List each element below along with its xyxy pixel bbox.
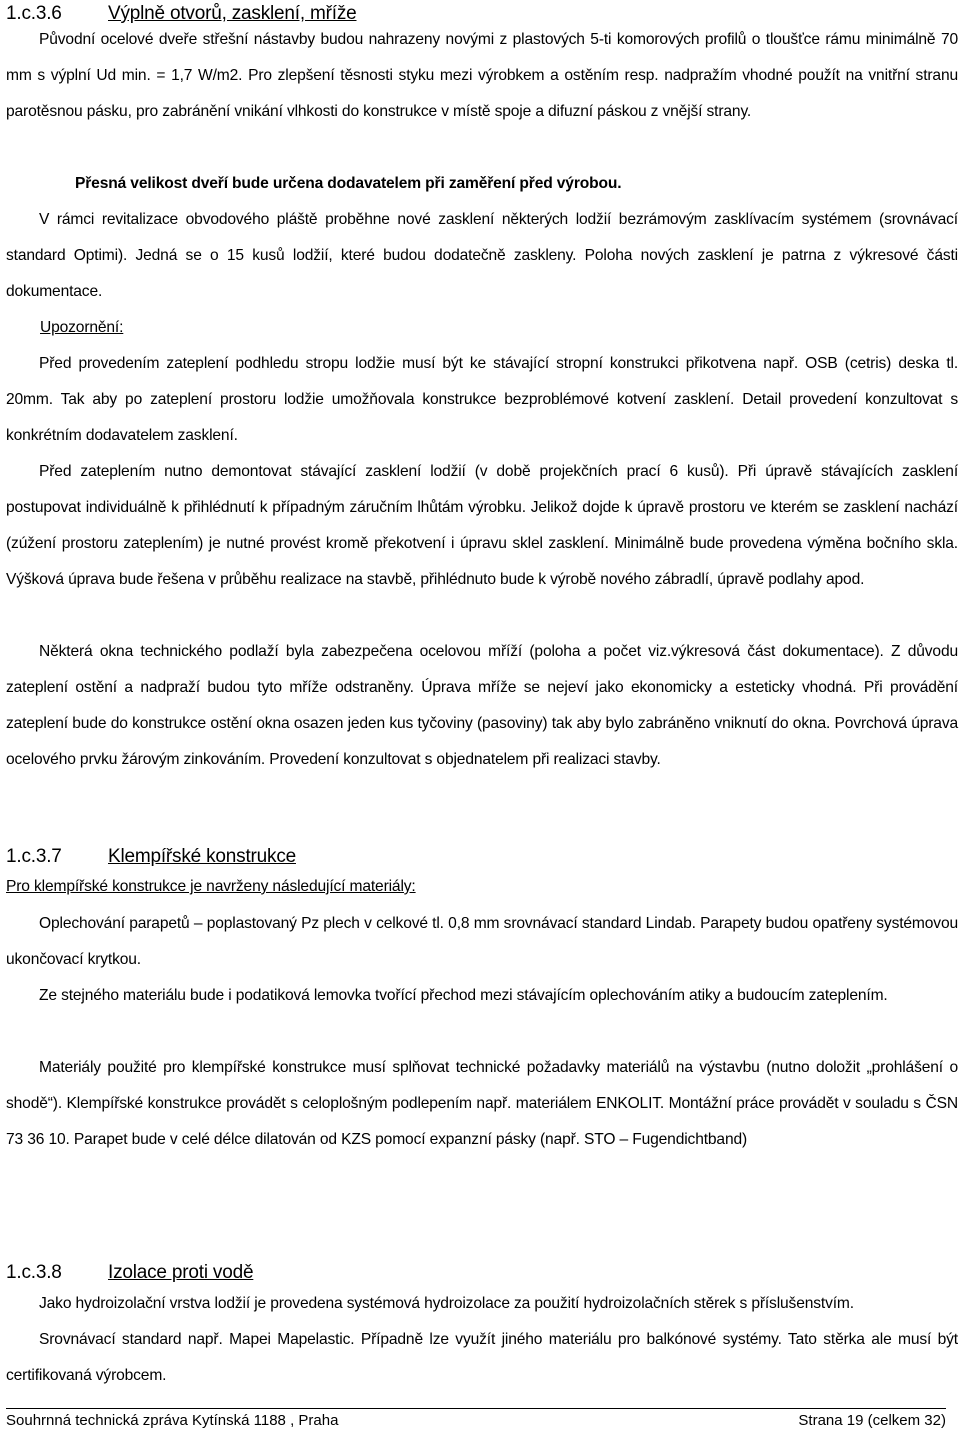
footer-document-title: Souhrnná technická zpráva Kytínská 1188 , Praha	[6, 1412, 339, 1429]
paragraph-waterproofing: Jako hydroizolační vrstva lodžií je provedena systémová hydroizolace za použití hydroizolačních stěrek s příslušenstvím.	[39, 1295, 854, 1312]
materials-subheading: Pro klempířské konstrukce je navrženy následující materiály:	[6, 878, 416, 895]
section-number: 1.c.3.7	[6, 846, 62, 867]
section-title: Klempířské konstrukce	[108, 846, 296, 867]
footer-page-number: Strana 19 (celkem 32)	[798, 1412, 946, 1429]
paragraph-door-size-note: Přesná velikost dveří bude určena dodavatelem při zaměření před výrobou.	[75, 175, 622, 192]
section-number: 1.c.3.8	[6, 1262, 62, 1283]
paragraph-ceiling-anchoring: Před provedením zateplení podhledu stropu lodžie musí být ke stávající stropní konstrukci přikotvena např. OSB (cetris) deska tl. 20mm. Tak aby po zateplení prostoru lodžie umožňovala konstrukce bezproblémové kotvení zasklení. Detail provedení konzultovat s konkrétním dodavatelem zasklení.	[6, 355, 958, 444]
section-heading-1c38	[6, 1259, 253, 1287]
section-heading-1c37	[6, 843, 296, 871]
paragraph-reference-standard: Srovnávací standard např. Mapei Mapelastic. Případně lze využít jiného materiálu pro balkónové systémy. Tato stěrka ale musí být certifikovaná výrobcem.	[6, 1331, 958, 1384]
warning-label: Upozornění:	[40, 319, 124, 336]
paragraph-sill-flashing: Oplechování parapetů – poplastovaný Pz plech v celkové tl. 0,8 mm srovnávací standard Lindab. Parapety budou opatřeny systémovou ukončovací krytkou.	[6, 915, 958, 968]
paragraph-dismantling: Před zateplením nutno demontovat stávající zasklení lodžií (v době projekčních prací 6 kusů). Při úpravě stávajících zasklení postupovat individuálně k přihlédnutí k případným záručním lhůtám výrobku. Jelikož dojde k úpravě prostoru ve kterém se zasklení nachází (zúžení prostoru zateplením) je nutné provést kromě překotvení i úpravu sklel zasklení. Minimálně bude provedena výměna bočního skla. Výšková úprava bude řešena v průběhu realizace na stavbě, přihlédnuto bude k výrobě nového zábradlí, úpravě podlahy apod.	[6, 463, 958, 588]
paragraph-doors: Původní ocelové dveře střešní nástavby budou nahrazeny novými z plastových 5-ti komorových profilů o tloušťce rámu minimálně 70 mm s výplní Ud min. = 1,7 W/m2. Pro zlepšení těsnosti styku mezi výrobkem a ostěním resp. nadpražím vhodné použít na vnitřní stranu parotěsnou pásku, pro zabránění vnikání vlhkosti do konstrukce v místě spoje a difuzní páskou z vnější strany.	[6, 31, 958, 120]
section-number: 1.c.3.6	[6, 3, 62, 24]
paragraph-glazing: V rámci revitalizace obvodového pláště proběhne nové zasklení některých lodžií bezrámovým zasklívacím systémem (srovnávací standard Optimi). Jedná se o 15 kusů lodžií, které budou dodatečně zaskleny. Poloha nových zasklení je patrna z výkresové části dokumentace.	[6, 211, 958, 300]
page-footer	[6, 1408, 946, 1429]
paragraph-attic-trim: Ze stejného materiálu bude i podatiková lemovka tvořící přechod mezi stávajícím oplechováním atiky a budoucím zateplením.	[39, 987, 888, 1004]
section-title: Izolace proti vodě	[108, 1262, 254, 1283]
paragraph-tinsmith-requirements: Materiály použité pro klempířské konstrukce musí splňovat technické požadavky materiálů na výstavbu (nutno doložit „prohlášení o shodě“). Klempířské konstrukce provádět s celoplošným podlepením např. materiálem ENKOLIT. Montážní práce provádět v souladu s ČSN 73 36 10. Parapet bude v celé délce dilatován od KZS pomocí expanzní pásky (např. STO – Fugendichtband)	[6, 1059, 958, 1148]
section-title: Výplně otvorů, zasklení, mříže	[108, 3, 357, 24]
paragraph-grilles: Některá okna technického podlaží byla zabezpečena ocelovou mříží (poloha a počet viz.výkresová část dokumentace). Z důvodu zateplení ostění a nadpraží budou tyto mříže odstraněny. Úprava mříže se nejeví jako ekonomicky a esteticky vhodná. Při provádění zateplení bude do konstrukce ostění okna osazen jeden kus tyčoviny (pasoviny) tak aby bylo zabráněno vniknutí do okna. Povrchová úprava ocelového prvku žárovým zinkováním. Provedení konzultovat s objednatelem při realizaci stavby.	[6, 643, 958, 768]
